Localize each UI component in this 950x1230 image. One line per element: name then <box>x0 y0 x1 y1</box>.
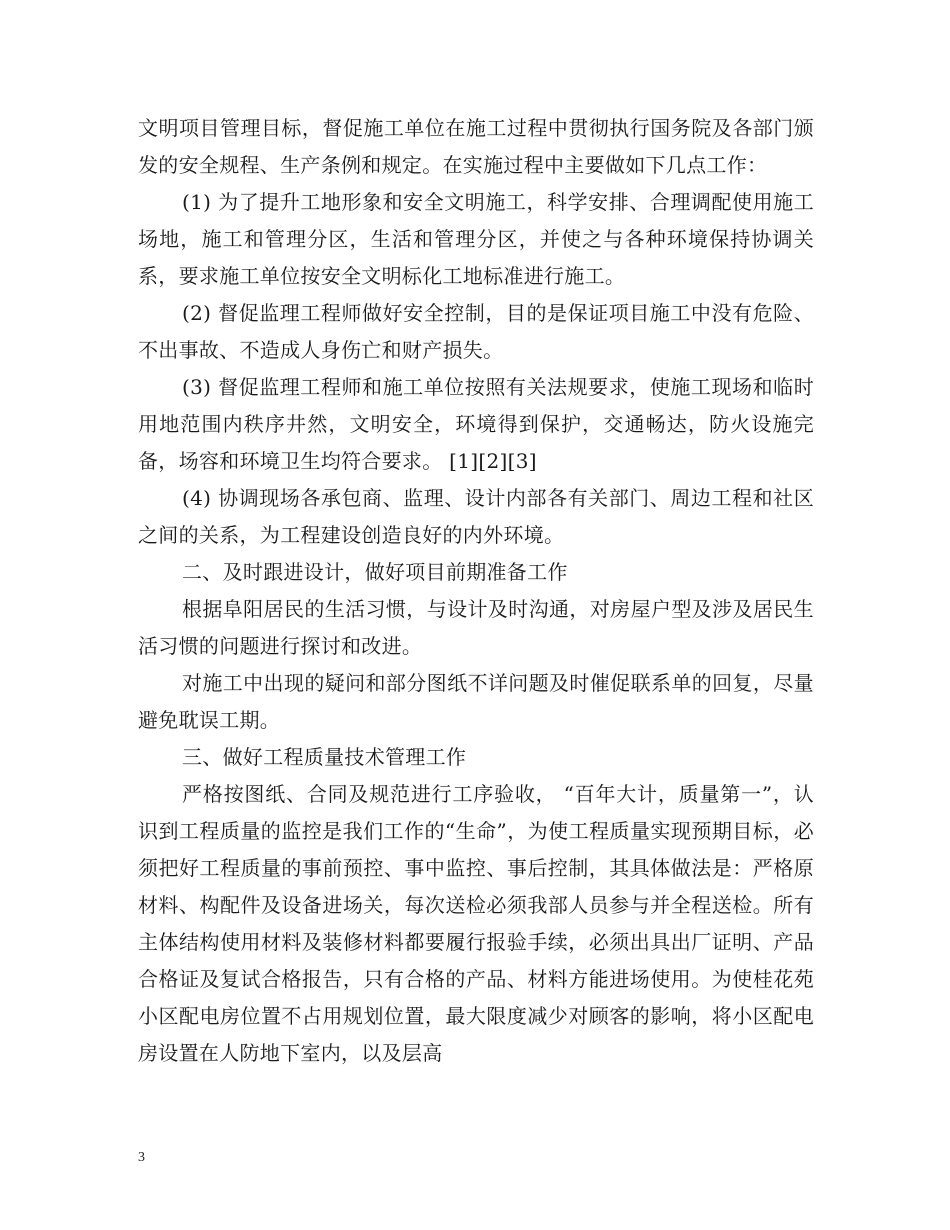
paragraph-item-2: (2) 督促监理工程师做好安全控制，目的是保证项目施工中没有危险、不出事故、不造成人身伤亡和财产损失。 <box>138 301 814 362</box>
paragraph-item-1: (1) 为了提升工地形象和安全文明施工，科学安排、合理调配使用施工场地，施工和管理分区，生活和管理分区，并使之与各种环境保持协调关系，要求施工单位按安全文明标化工地标准进行施工。 <box>138 190 814 288</box>
document-body <box>138 110 814 1072</box>
paragraph-design-communication: 根据阜阳居民的生活习惯，与设计及时沟通，对房屋户型及涉及居民生活习惯的问题进行探讨和改进。 <box>138 597 814 658</box>
paragraph-item-4: (4) 协调现场各承包商、监理、设计内部各有关部门、周边工程和社区之间的关系，为工程建设创造良好的内外环境。 <box>138 486 814 547</box>
section-heading-3: 三、做好工程质量技术管理工作 <box>182 745 467 769</box>
paragraph-drawing-issues: 对施工中出现的疑问和部分图纸不详问题及时催促联系单的回复，尽量避免耽误工期。 <box>138 671 814 732</box>
paragraph-quality-control: 严格按图纸、合同及规范进行工序验收， “百年大计，质量第一”，认识到工程质量的监控是我们工作的“生命”，为使工程质量实现预期目标，必须把好工程质量的事前预控、事中监控、事后控制，其具体做法是：严格原材料、构配件及设备进场关，每次送检必须我部人员参与并全程送检。所有主体结构使用材料及装修材料都要履行报验手续，必须出具出厂证明、产品合格证及复试合格报告，只有合格的产品、材料方能进场使用。为使桂花苑小区配电房位置不占用规划位置，最大限度减少对顾客的影响，将小区配电房设置在人防地下室内，以及层高 <box>138 782 814 1065</box>
paragraph-intro-continued: 文明项目管理目标，督促施工单位在施工过程中贯彻执行国务院及各部门颁发的安全规程、生产条例和规定。在实施过程中主要做如下几点工作： <box>138 116 814 177</box>
page-number: 3 <box>138 1150 145 1165</box>
paragraph-item-3: (3) 督促监理工程师和施工单位按照有关法规要求，使施工现场和临时用地范围内秩序井然，文明安全，环境得到保护，交通畅达，防火设施完备，场容和环境卫生均符合要求。 [1][2][3] <box>138 375 814 473</box>
section-heading-2: 二、及时跟进设计，做好项目前期准备工作 <box>182 560 568 584</box>
